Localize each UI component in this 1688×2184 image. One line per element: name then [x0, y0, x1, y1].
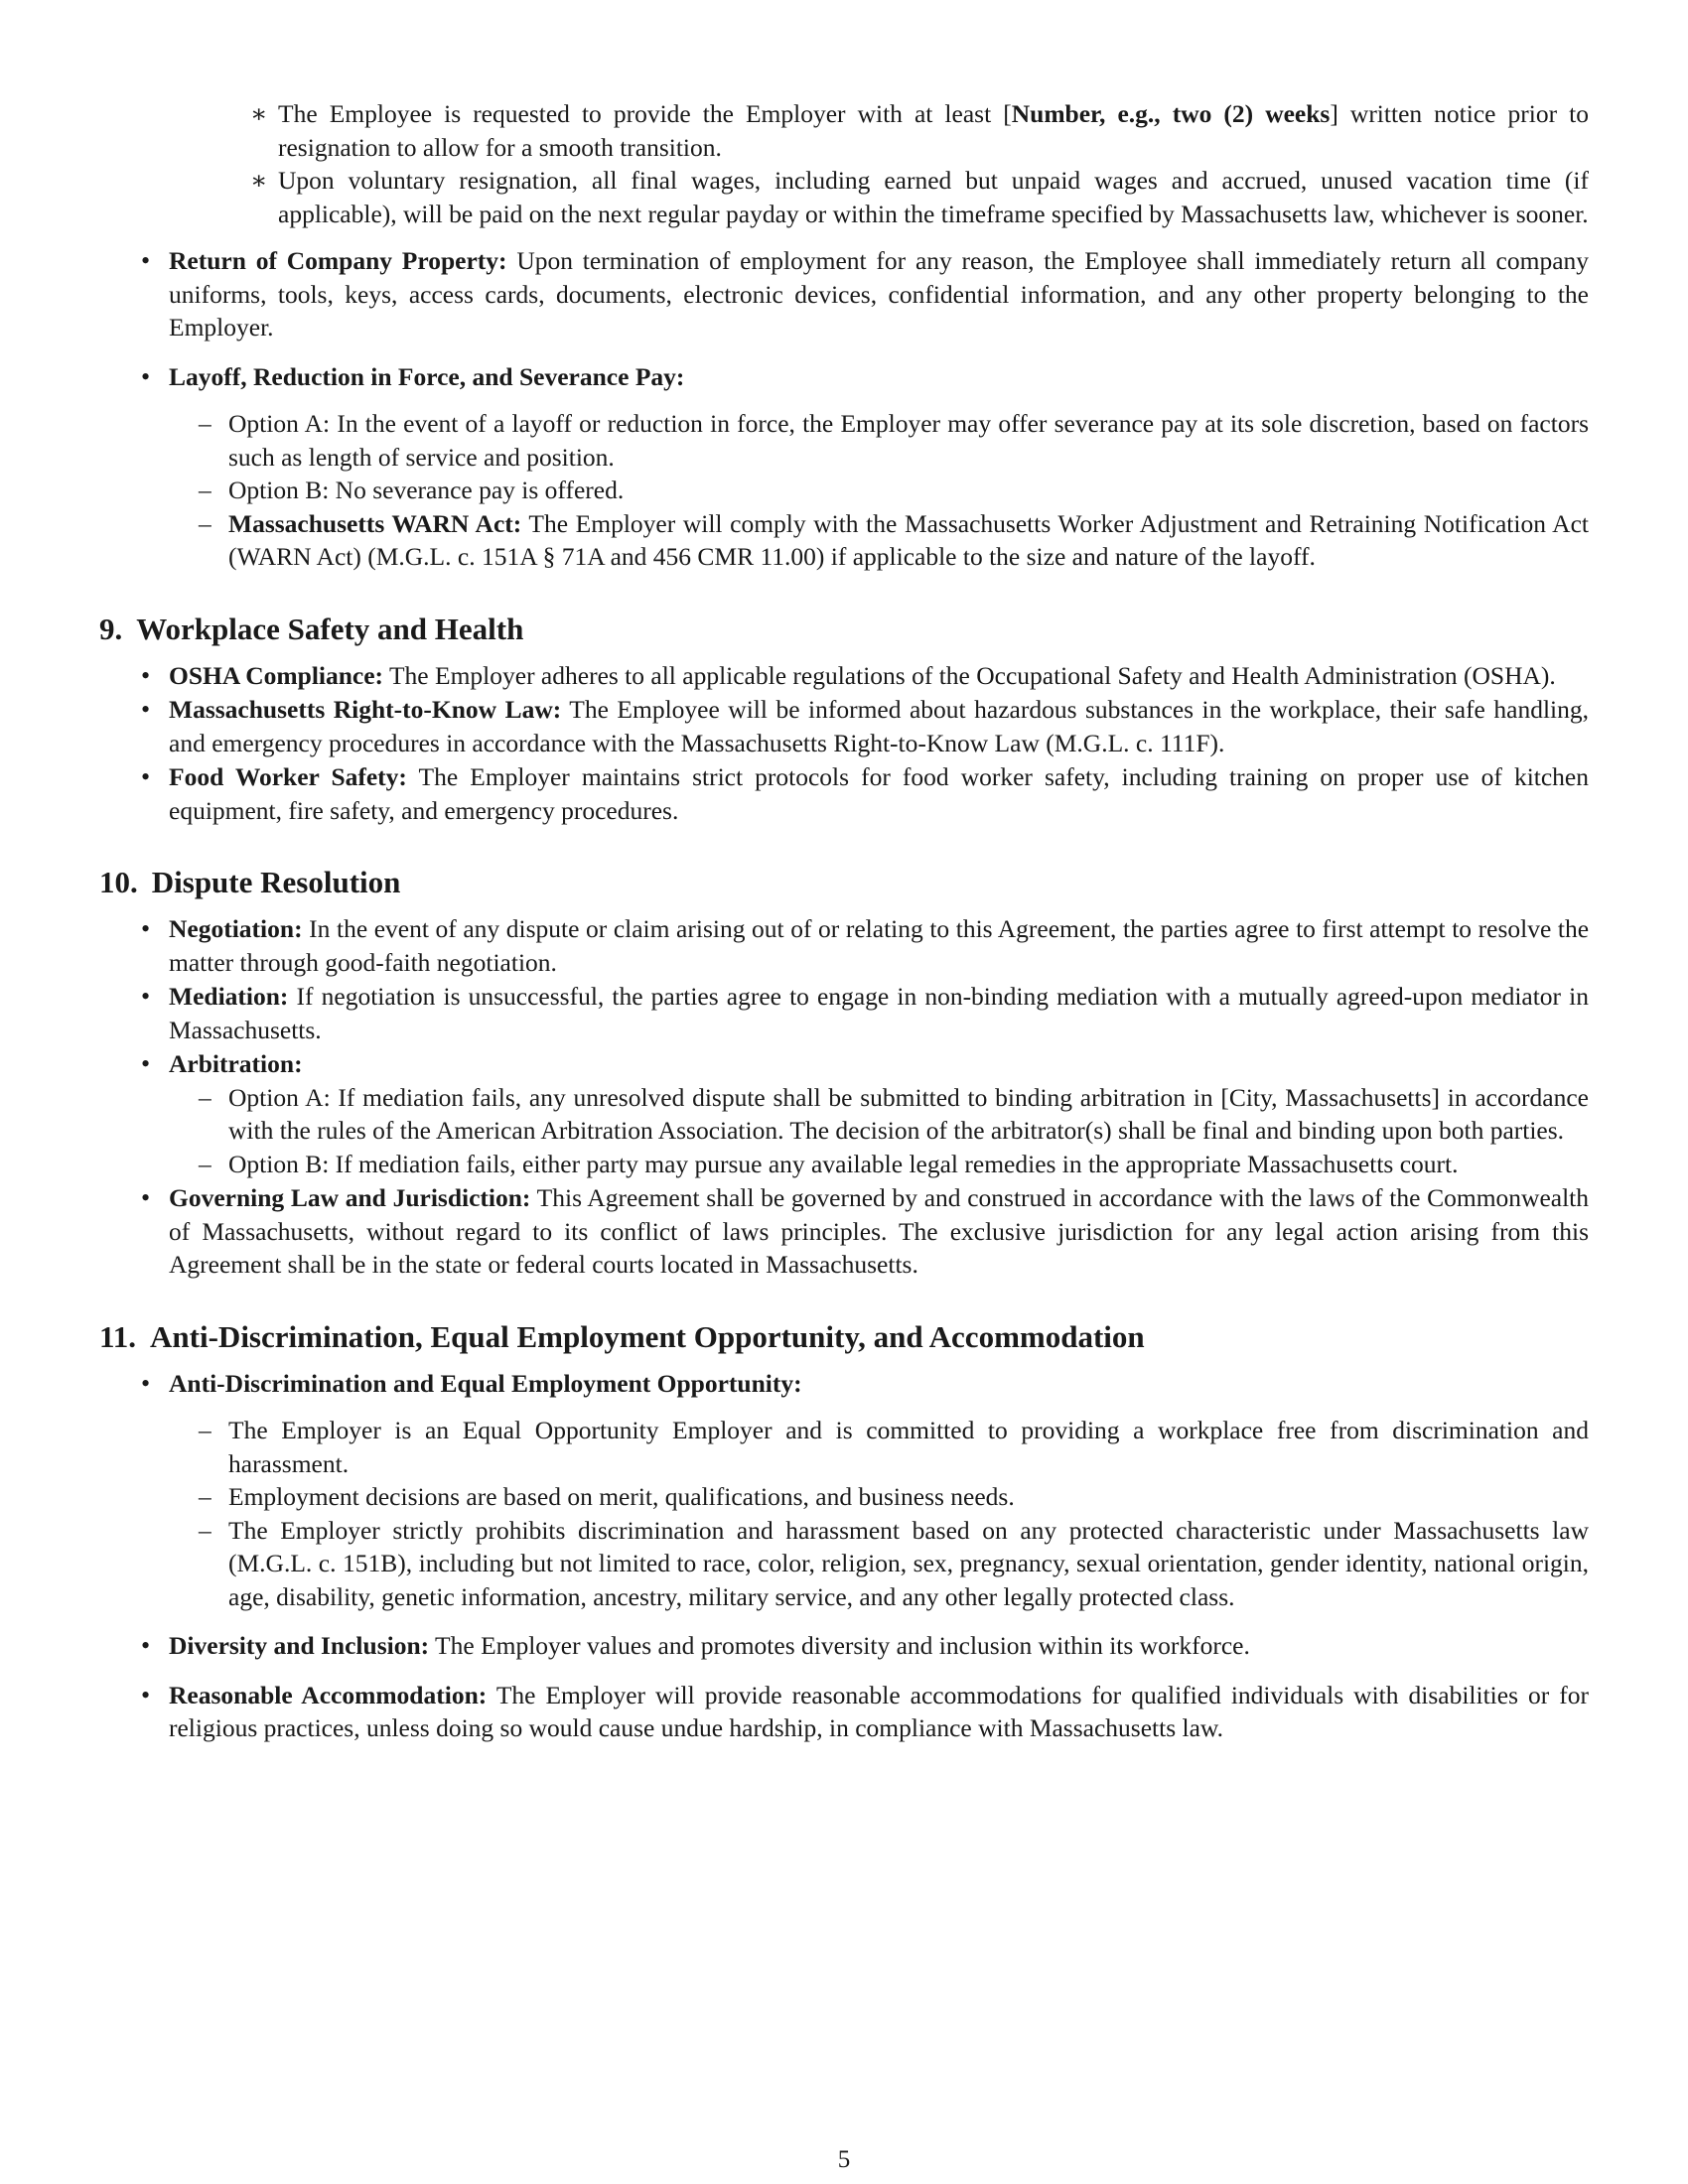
item-label: Mediation: [169, 982, 289, 1011]
list-item [169, 980, 1589, 1046]
list-item: – The Employer strictly prohibits discrimination and harassment based on any protected characteristic under Massachusetts law (M.G.L. c. 151B), including but not limited to race, color, religion, sex, pregnancy, sexual orientation, gender identity, national origin, age, disability, genetic information, ancestry, military service, and any other legally protected class. [228, 1514, 1589, 1614]
list-item: ∗ Upon voluntary resignation, all final wages, including earned but unpaid wages and accrued, unused vacation time (if applicable), will be paid on the next regular payday or within the timeframe specified by Massachusetts law, whichever is sooner. [278, 164, 1589, 230]
termination-list [99, 244, 1589, 574]
item-label: Negotiation: [169, 914, 303, 943]
item-label: Reasonable Accommodation: [169, 1680, 488, 1709]
item-label: Arbitration: [169, 1049, 303, 1078]
list-item: – Option A: In the event of a layoff or reduction in force, the Employer may offer severance pay at its sole discretion, based on factors such as length of service and position. [228, 407, 1589, 474]
list-item [169, 1047, 1589, 1180]
item-text: The Employer maintains strict protocols for food worker safety, including training on proper use of kitchen equipment, fire safety, and emergency procedures. [169, 762, 1589, 825]
section-9-list [99, 659, 1589, 828]
item-label: Massachusetts Right-to-Know Law: [169, 695, 562, 724]
list-item [228, 507, 1589, 574]
item-text: The Employer adheres to all applicable regulations of the Occupational Safety and Health Administration (OSHA). [388, 660, 1556, 690]
notice-period-placeholder: Number, e.g., two (2) weeks [1011, 99, 1331, 128]
item-text: If negotiation is unsuccessful, the parties agree to engage in non-binding mediation with a mutually agreed-upon mediator in Massachusetts. [169, 982, 1590, 1044]
resignation-sublist [99, 97, 1589, 230]
page-number: 5 [837, 2146, 851, 2173]
eeo-items [169, 1414, 1589, 1613]
section-11-list [99, 1367, 1589, 1745]
item-text: The Employer values and promotes diversity and inclusion within its workforce. [435, 1631, 1250, 1660]
item-label: Diversity and Inclusion: [169, 1631, 430, 1660]
list-item [169, 1679, 1589, 1745]
list-item [169, 1367, 1589, 1614]
item-text: Upon termination of employment for any reason, the Employee shall immediately return all company uniforms, tools, keys, access cards, documents, electronic devices, confidential information, and any other property belonging to the Employer. [169, 246, 1590, 341]
list-item [169, 1629, 1589, 1663]
list-item [169, 1181, 1589, 1282]
document-page [99, 97, 1589, 1761]
list-item-company-property [169, 244, 1589, 344]
list-item: – Employment decisions are based on merit, qualifications, and business needs. [228, 1480, 1589, 1514]
item-label: Food Worker Safety: [169, 762, 407, 791]
list-item [169, 760, 1589, 827]
section-heading-9: 9. Workplace Safety and Health [99, 611, 524, 646]
section-10-list [99, 912, 1589, 1282]
list-item: – Option A: If mediation fails, any unresolved dispute shall be submitted to binding arbitration in [City, Massachusetts] in accordance with the rules of the American Arbitration Association. The decision of the arbitrator(s) shall be final and binding upon both parties. [228, 1081, 1589, 1148]
item-text: The Employee will be informed about hazardous substances in the workplace, their safe handling, and emergency procedures in accordance with the Massachusetts Right-to-Know Law (M.G.L. c. 111F). [169, 695, 1589, 757]
item-label: Layoff, Reduction in Force, and Severance Pay: [169, 361, 685, 391]
item-label: OSHA Compliance: [169, 660, 384, 690]
layoff-options [169, 407, 1589, 574]
list-item: – Option B: No severance pay is offered. [228, 474, 1589, 507]
list-item [169, 659, 1589, 693]
list-item [169, 912, 1589, 979]
item-label: Massachusetts WARN Act: [228, 508, 522, 538]
item-text: The Employer will comply with the Massachusetts Worker Adjustment and Retraining Notification Act (WARN Act) (M.G.L. c. 151A § 71A and 456 CMR 11.00) if applicable to the size and nature of the layoff. [228, 508, 1589, 571]
section-heading-11: 11. Anti-Discrimination, Equal Employment Opportunity, and Accommodation [99, 1318, 1145, 1354]
item-text: This Agreement shall be governed by and construed in accordance with the laws of the Commonwealth of Massachusetts, without regard to its conflict of laws principles. The exclusive jurisdiction for any legal action arising from this Agreement shall be in the state or federal courts located in Massachusetts. [169, 1183, 1589, 1279]
list-item: – Option B: If mediation fails, either party may pursue any available legal remedies in the appropriate Massachusetts court. [228, 1148, 1589, 1181]
list-item: ∗ The Employee is requested to provide the Employer with at least [Number, e.g., two (2) weeks] written notice prior to resignation to allow for a smooth transition. [278, 97, 1589, 164]
list-item: – The Employer is an Equal Opportunity Employer and is committed to providing a workplace free from discrimination and harassment. [228, 1414, 1589, 1480]
arbitration-options [169, 1081, 1589, 1181]
section-heading-10: 10. Dispute Resolution [99, 865, 401, 899]
item-text: The Employer will provide reasonable accommodations for qualified individuals with disabilities or for religious practices, unless doing so would cause undue hardship, in compliance with Massachusetts law. [169, 1680, 1590, 1742]
item-label: Return of Company Property: [169, 246, 507, 275]
item-label: Anti-Discrimination and Equal Employment Opportunity: [169, 1368, 802, 1398]
list-item-layoff [169, 360, 1589, 574]
list-item [169, 693, 1589, 759]
item-text: In the event of any dispute or claim arising out of or relating to this Agreement, the parties agree to first attempt to resolve the matter through good-faith negotiation. [169, 914, 1590, 977]
item-label: Governing Law and Jurisdiction: [169, 1183, 531, 1212]
